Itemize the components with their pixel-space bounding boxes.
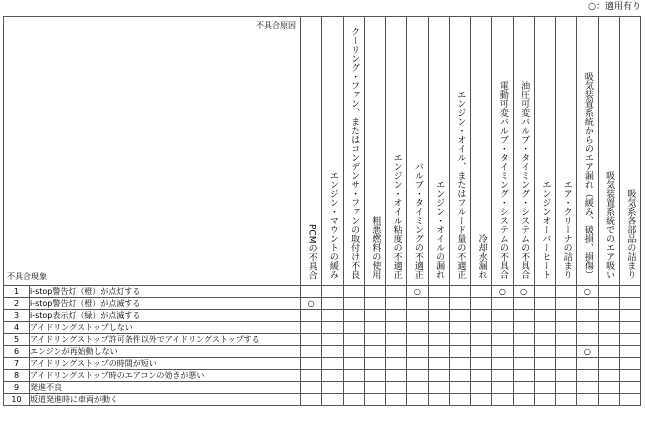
applicability-cell xyxy=(428,382,449,394)
applicability-cell xyxy=(577,358,598,370)
applicability-cell xyxy=(492,334,513,346)
applicability-cell xyxy=(386,322,407,334)
applicability-cell xyxy=(556,310,577,322)
applicable-mark-icon: ○ xyxy=(520,287,528,296)
symptom-axis-label: 不具合現象 xyxy=(7,272,47,281)
applicability-cell xyxy=(598,286,619,298)
applicability-cell xyxy=(492,298,513,310)
applicability-cell xyxy=(619,358,640,370)
applicability-cell xyxy=(343,382,364,394)
applicability-cell xyxy=(428,358,449,370)
applicability-cell xyxy=(598,322,619,334)
applicability-cell xyxy=(534,394,555,406)
row-number: 10 xyxy=(4,394,30,406)
applicability-cell xyxy=(619,394,640,406)
applicability-cell xyxy=(513,298,534,310)
applicability-cell xyxy=(386,286,407,298)
applicability-cell xyxy=(534,358,555,370)
applicability-cell xyxy=(301,322,322,334)
applicability-cell xyxy=(322,298,343,310)
table-row xyxy=(4,322,641,334)
cause-header xyxy=(343,17,364,286)
applicability-cell xyxy=(322,346,343,358)
applicability-cell xyxy=(449,286,470,298)
applicability-cell xyxy=(407,310,428,322)
applicability-cell xyxy=(364,346,385,358)
applicability-cell xyxy=(556,346,577,358)
applicability-cell xyxy=(556,358,577,370)
applicability-cell xyxy=(577,286,598,298)
applicability-cell xyxy=(364,358,385,370)
applicability-cell xyxy=(534,322,555,334)
applicability-cell xyxy=(301,382,322,394)
applicability-cell xyxy=(577,370,598,382)
row-number: 7 xyxy=(4,358,30,370)
applicability-cell xyxy=(407,382,428,394)
applicability-cell xyxy=(471,322,492,334)
applicability-cell xyxy=(407,346,428,358)
applicability-cell xyxy=(556,322,577,334)
cause-header xyxy=(598,17,619,286)
applicability-cell xyxy=(513,334,534,346)
applicability-cell xyxy=(471,382,492,394)
applicability-cell xyxy=(492,394,513,406)
applicability-cell xyxy=(407,322,428,334)
applicability-cell xyxy=(386,370,407,382)
table-row xyxy=(4,358,641,370)
row-number: 4 xyxy=(4,322,30,334)
applicability-cell xyxy=(492,322,513,334)
table-row xyxy=(4,382,641,394)
applicability-cell xyxy=(534,310,555,322)
applicability-cell xyxy=(386,334,407,346)
cause-label: エア・クリーナの詰まり xyxy=(561,180,572,279)
applicability-cell xyxy=(513,310,534,322)
table-row xyxy=(4,310,641,322)
table-row xyxy=(4,298,641,310)
applicability-cell xyxy=(364,334,385,346)
applicability-cell xyxy=(598,298,619,310)
cause-label: 電動可変バルブ・タイミング・システムの不具合 xyxy=(497,81,508,279)
applicability-cell xyxy=(301,394,322,406)
cause-header xyxy=(619,17,640,286)
applicability-cell xyxy=(598,310,619,322)
applicability-cell xyxy=(513,370,534,382)
row-number: 8 xyxy=(4,370,30,382)
applicability-cell xyxy=(556,370,577,382)
cause-label: 吸気系各部品の詰まり xyxy=(625,189,636,279)
applicability-cell xyxy=(556,382,577,394)
cause-label: 冷却水漏れ xyxy=(476,234,487,279)
applicability-cell xyxy=(449,322,470,334)
applicability-cell xyxy=(322,310,343,322)
applicability-cell xyxy=(471,358,492,370)
applicability-cell xyxy=(598,382,619,394)
row-number: 5 xyxy=(4,334,30,346)
symptom-text: 坂道発進時に車両が動く xyxy=(30,394,301,406)
applicability-cell xyxy=(364,394,385,406)
applicability-cell xyxy=(534,382,555,394)
applicability-cell xyxy=(619,310,640,322)
symptom-cause-matrix xyxy=(3,16,641,406)
symptom-text: アイドリングストップの時間が短い xyxy=(30,358,301,370)
applicability-cell xyxy=(343,322,364,334)
applicable-mark-icon: ○ xyxy=(498,287,506,296)
applicability-cell xyxy=(428,310,449,322)
applicability-cell xyxy=(556,394,577,406)
cause-header xyxy=(428,17,449,286)
applicability-cell xyxy=(598,370,619,382)
cause-label: クーリング・ファン、またはコンデンサ・ファンの取付け不良 xyxy=(349,27,360,279)
applicability-cell xyxy=(471,370,492,382)
applicability-cell xyxy=(513,346,534,358)
symptom-text: i-stop警告灯（橙）が点灯する xyxy=(30,286,301,298)
applicability-cell xyxy=(322,370,343,382)
applicability-cell xyxy=(492,370,513,382)
applicability-cell xyxy=(364,286,385,298)
cause-header xyxy=(556,17,577,286)
applicability-cell xyxy=(471,334,492,346)
applicability-cell xyxy=(619,346,640,358)
applicability-cell xyxy=(619,382,640,394)
applicability-cell xyxy=(534,286,555,298)
symptom-text: エンジンが再始動しない xyxy=(30,346,301,358)
applicability-cell xyxy=(534,298,555,310)
applicability-cell xyxy=(556,334,577,346)
applicability-cell xyxy=(386,382,407,394)
cause-header xyxy=(301,17,322,286)
applicability-cell xyxy=(428,286,449,298)
applicability-cell xyxy=(492,358,513,370)
applicability-cell xyxy=(577,322,598,334)
applicability-cell xyxy=(471,310,492,322)
applicability-cell xyxy=(407,286,428,298)
cause-label: エンジン・オイル粘度の不適正 xyxy=(391,153,402,279)
applicability-cell xyxy=(343,310,364,322)
applicability-cell xyxy=(322,286,343,298)
applicability-cell xyxy=(598,346,619,358)
applicability-cell xyxy=(301,310,322,322)
header-row xyxy=(4,17,641,286)
applicability-cell xyxy=(598,334,619,346)
row-number: 1 xyxy=(4,286,30,298)
cause-header xyxy=(386,17,407,286)
cause-header xyxy=(534,17,555,286)
symptom-text: アイドリングストップ許可条件以外でアイドリングストップする xyxy=(30,334,301,346)
applicability-cell xyxy=(449,334,470,346)
applicability-cell xyxy=(471,286,492,298)
cause-label: 粗悪燃料の使用 xyxy=(370,216,381,279)
applicability-cell xyxy=(513,358,534,370)
applicable-mark-icon: ○ xyxy=(413,287,421,296)
applicability-cell xyxy=(577,334,598,346)
applicability-cell xyxy=(534,334,555,346)
cause-label: 吸気装置系統でのエア吸い xyxy=(604,171,615,279)
applicability-cell xyxy=(492,382,513,394)
cause-header xyxy=(407,17,428,286)
applicability-cell xyxy=(428,322,449,334)
applicability-cell xyxy=(343,394,364,406)
applicability-cell xyxy=(428,334,449,346)
applicability-cell xyxy=(471,298,492,310)
applicability-cell xyxy=(556,286,577,298)
applicability-cell xyxy=(513,322,534,334)
applicability-cell xyxy=(301,346,322,358)
applicability-cell xyxy=(322,394,343,406)
row-number: 2 xyxy=(4,298,30,310)
applicability-cell xyxy=(364,382,385,394)
cause-label: バルブ・タイミングの不適正 xyxy=(412,162,423,279)
applicability-cell xyxy=(428,394,449,406)
applicability-cell xyxy=(428,370,449,382)
cause-header xyxy=(577,17,598,286)
cause-label: 吸気装置系統からのエア漏れ（緩み、破損、損傷） xyxy=(582,72,593,279)
applicability-cell xyxy=(322,358,343,370)
applicability-cell xyxy=(386,346,407,358)
applicability-cell xyxy=(449,298,470,310)
applicability-cell xyxy=(619,286,640,298)
table-row xyxy=(4,334,641,346)
applicability-cell xyxy=(386,394,407,406)
cause-axis-label: 不具合原因 xyxy=(256,21,296,30)
applicability-cell xyxy=(386,358,407,370)
table-row xyxy=(4,394,641,406)
applicability-cell xyxy=(343,358,364,370)
cause-header xyxy=(471,17,492,286)
applicability-cell xyxy=(407,358,428,370)
applicability-cell xyxy=(534,346,555,358)
applicability-cell xyxy=(577,346,598,358)
applicability-cell xyxy=(407,370,428,382)
cause-header xyxy=(513,17,534,286)
applicability-cell xyxy=(386,298,407,310)
applicability-cell xyxy=(301,334,322,346)
table-row xyxy=(4,346,641,358)
legend: ○：適用有り xyxy=(588,2,641,12)
applicable-mark-icon: ○ xyxy=(583,287,591,296)
applicability-cell xyxy=(449,370,470,382)
cause-label: 油圧可変バルブ・タイミング・システムの不具合 xyxy=(519,81,530,279)
cause-label: エンジン・オイル、またはフルード量の不適正 xyxy=(455,90,466,279)
applicability-cell xyxy=(322,334,343,346)
applicability-cell xyxy=(471,394,492,406)
row-number: 6 xyxy=(4,346,30,358)
applicability-cell xyxy=(492,346,513,358)
applicability-cell xyxy=(492,286,513,298)
table-row xyxy=(4,370,641,382)
applicability-cell xyxy=(322,322,343,334)
applicability-cell xyxy=(577,298,598,310)
applicability-cell xyxy=(513,394,534,406)
applicability-cell xyxy=(513,382,534,394)
symptom-text: i-stop表示灯（緑）が点滅する xyxy=(30,310,301,322)
applicability-cell xyxy=(301,298,322,310)
applicable-mark-icon: ○ xyxy=(307,299,315,308)
applicability-cell xyxy=(301,370,322,382)
symptom-text: アイドリングストップしない xyxy=(30,322,301,334)
applicability-cell xyxy=(449,358,470,370)
applicability-cell xyxy=(343,286,364,298)
applicability-cell xyxy=(407,394,428,406)
applicability-cell xyxy=(619,334,640,346)
applicability-cell xyxy=(343,334,364,346)
cause-label: PCMの不具合 xyxy=(306,223,317,279)
applicability-cell xyxy=(449,394,470,406)
applicability-cell xyxy=(449,310,470,322)
cause-header xyxy=(492,17,513,286)
applicability-cell xyxy=(598,394,619,406)
applicability-cell xyxy=(301,286,322,298)
applicability-cell xyxy=(364,370,385,382)
applicability-cell xyxy=(364,298,385,310)
applicability-cell xyxy=(407,334,428,346)
applicability-cell xyxy=(428,298,449,310)
applicability-cell xyxy=(407,298,428,310)
applicability-cell xyxy=(577,382,598,394)
applicability-cell xyxy=(386,310,407,322)
applicability-cell xyxy=(556,298,577,310)
applicability-cell xyxy=(428,346,449,358)
applicability-cell xyxy=(364,322,385,334)
symptom-text: i-stop警告灯（橙）が点滅する xyxy=(30,298,301,310)
applicability-cell xyxy=(513,286,534,298)
cause-header xyxy=(364,17,385,286)
cause-header xyxy=(322,17,343,286)
applicability-cell xyxy=(619,322,640,334)
cause-label: エンジン・オイルの漏れ xyxy=(434,180,445,279)
applicability-cell xyxy=(577,394,598,406)
applicability-cell xyxy=(449,346,470,358)
applicability-cell xyxy=(619,298,640,310)
cause-label: エンジンオーバーヒート xyxy=(540,180,551,279)
row-number: 9 xyxy=(4,382,30,394)
header-corner xyxy=(4,17,301,286)
applicability-cell xyxy=(534,370,555,382)
row-number: 3 xyxy=(4,310,30,322)
applicability-cell xyxy=(364,310,385,322)
applicable-mark-icon: ○ xyxy=(583,347,591,356)
applicability-cell xyxy=(492,310,513,322)
symptom-text: アイドリングストップ時のエアコンの効きが悪い xyxy=(30,370,301,382)
cause-label: エンジン・マウントの緩み xyxy=(327,171,338,279)
applicability-cell xyxy=(301,358,322,370)
applicability-cell xyxy=(449,382,470,394)
applicability-cell xyxy=(577,310,598,322)
applicability-cell xyxy=(619,370,640,382)
applicability-cell xyxy=(343,370,364,382)
cause-header xyxy=(449,17,470,286)
applicability-cell xyxy=(322,382,343,394)
applicability-cell xyxy=(343,298,364,310)
table-row xyxy=(4,286,641,298)
applicability-cell xyxy=(471,346,492,358)
applicability-cell xyxy=(598,358,619,370)
applicability-cell xyxy=(343,346,364,358)
symptom-text: 発進不良 xyxy=(30,382,301,394)
